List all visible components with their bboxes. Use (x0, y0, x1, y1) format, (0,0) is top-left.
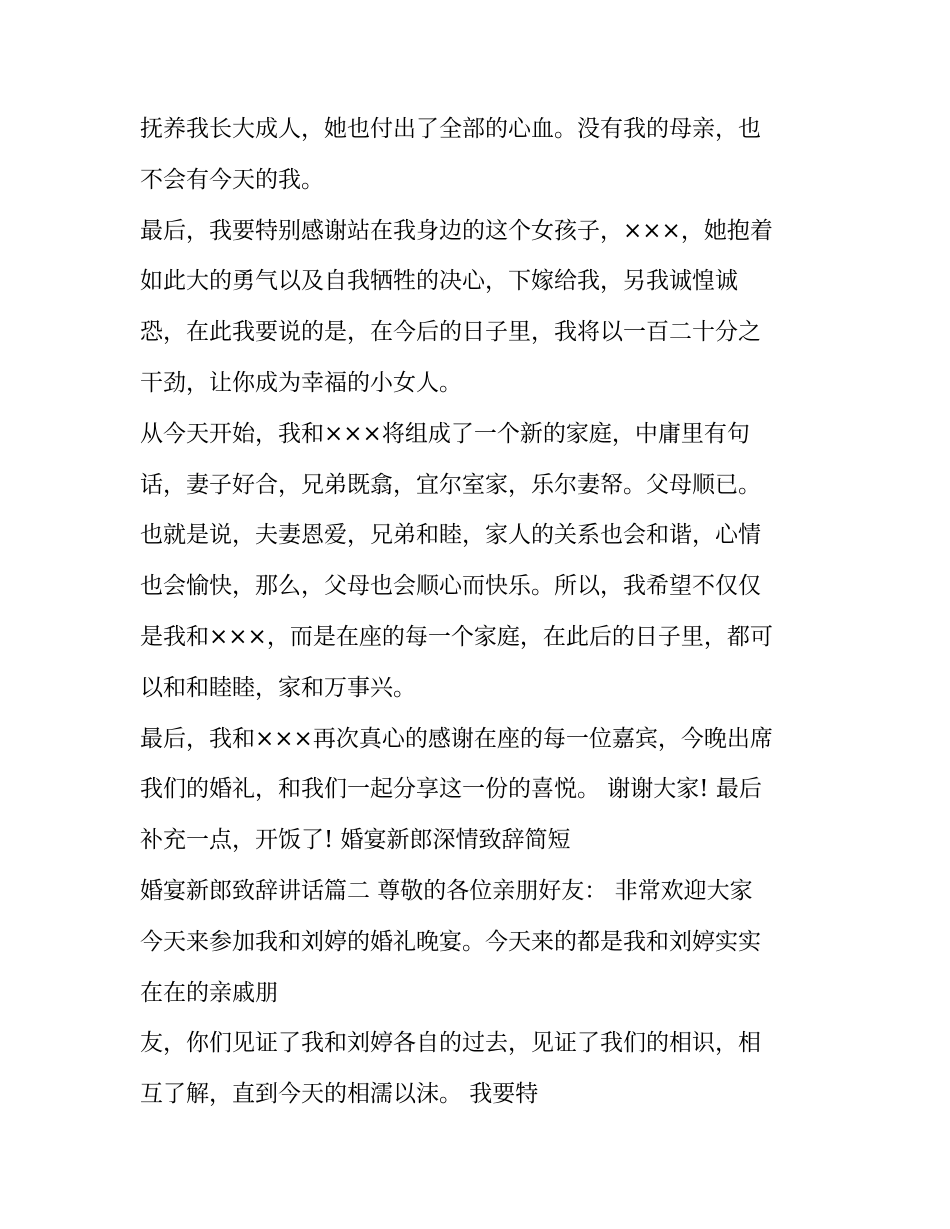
text-line: 友，你们见证了我和刘婷各自的过去，见证了我们的相识，相 (140, 1030, 761, 1057)
text-line: 干劲，让你成为幸福的小女人。 (140, 369, 462, 396)
text-line: 是我和×××，而是在座的每一个家庭，在此后的日子里，都可 (140, 623, 773, 650)
text-line: 不会有今天的我。 (140, 166, 324, 193)
text-line: 婚宴新郎致辞讲话篇二 尊敬的各位亲朋好友： 非常欢迎大家 (140, 877, 753, 904)
text-line: 补充一点，开饭了! 婚宴新郎深情致辞简短 (140, 827, 571, 854)
text-line: 最后，我要特别感谢站在我身边的这个女孩子，×××，她抱着 (140, 217, 773, 244)
text-line: 我们的婚礼，和我们一起分享这一份的喜悦。 谢谢大家! 最后 (140, 776, 762, 803)
text-line: 抚养我长大成人，她也付出了全部的心血。没有我的母亲，也 (140, 116, 761, 142)
text-line: 也会愉快，那么，父母也会顺心而快乐。所以，我希望不仅仅 (140, 573, 761, 600)
text-line: 在在的亲戚朋 (140, 979, 278, 1006)
text-line: 如此大的勇气以及自我牺牲的决心，下嫁给我，另我诚惶诚 (140, 268, 738, 295)
text-line: 以和和睦睦，家和万事兴。 (140, 674, 416, 701)
text-line: 今天来参加我和刘婷的婚礼晚宴。今天来的都是我和刘婷实实 (140, 928, 761, 955)
text-line: 最后，我和×××再次真心的感谢在座的每一位嘉宾，今晚出席 (140, 725, 773, 752)
text-line: 话，妻子好合，兄弟既翕，宜尔室家，乐尔妻帑。父母顺已。 (140, 471, 761, 498)
document-body (140, 104, 830, 1120)
text-line: 互了解，直到今天的相濡以沫。 我要特 (140, 1081, 539, 1108)
text-line: 恐，在此我要说的是，在今后的日子里，我将以一百二十分之 (140, 319, 761, 346)
text-line: 也就是说，夫妻恩爱，兄弟和睦，家人的关系也会和谐，心情 (140, 522, 761, 549)
text-line: 从今天开始，我和×××将组成了一个新的家庭，中庸里有句 (140, 420, 750, 447)
